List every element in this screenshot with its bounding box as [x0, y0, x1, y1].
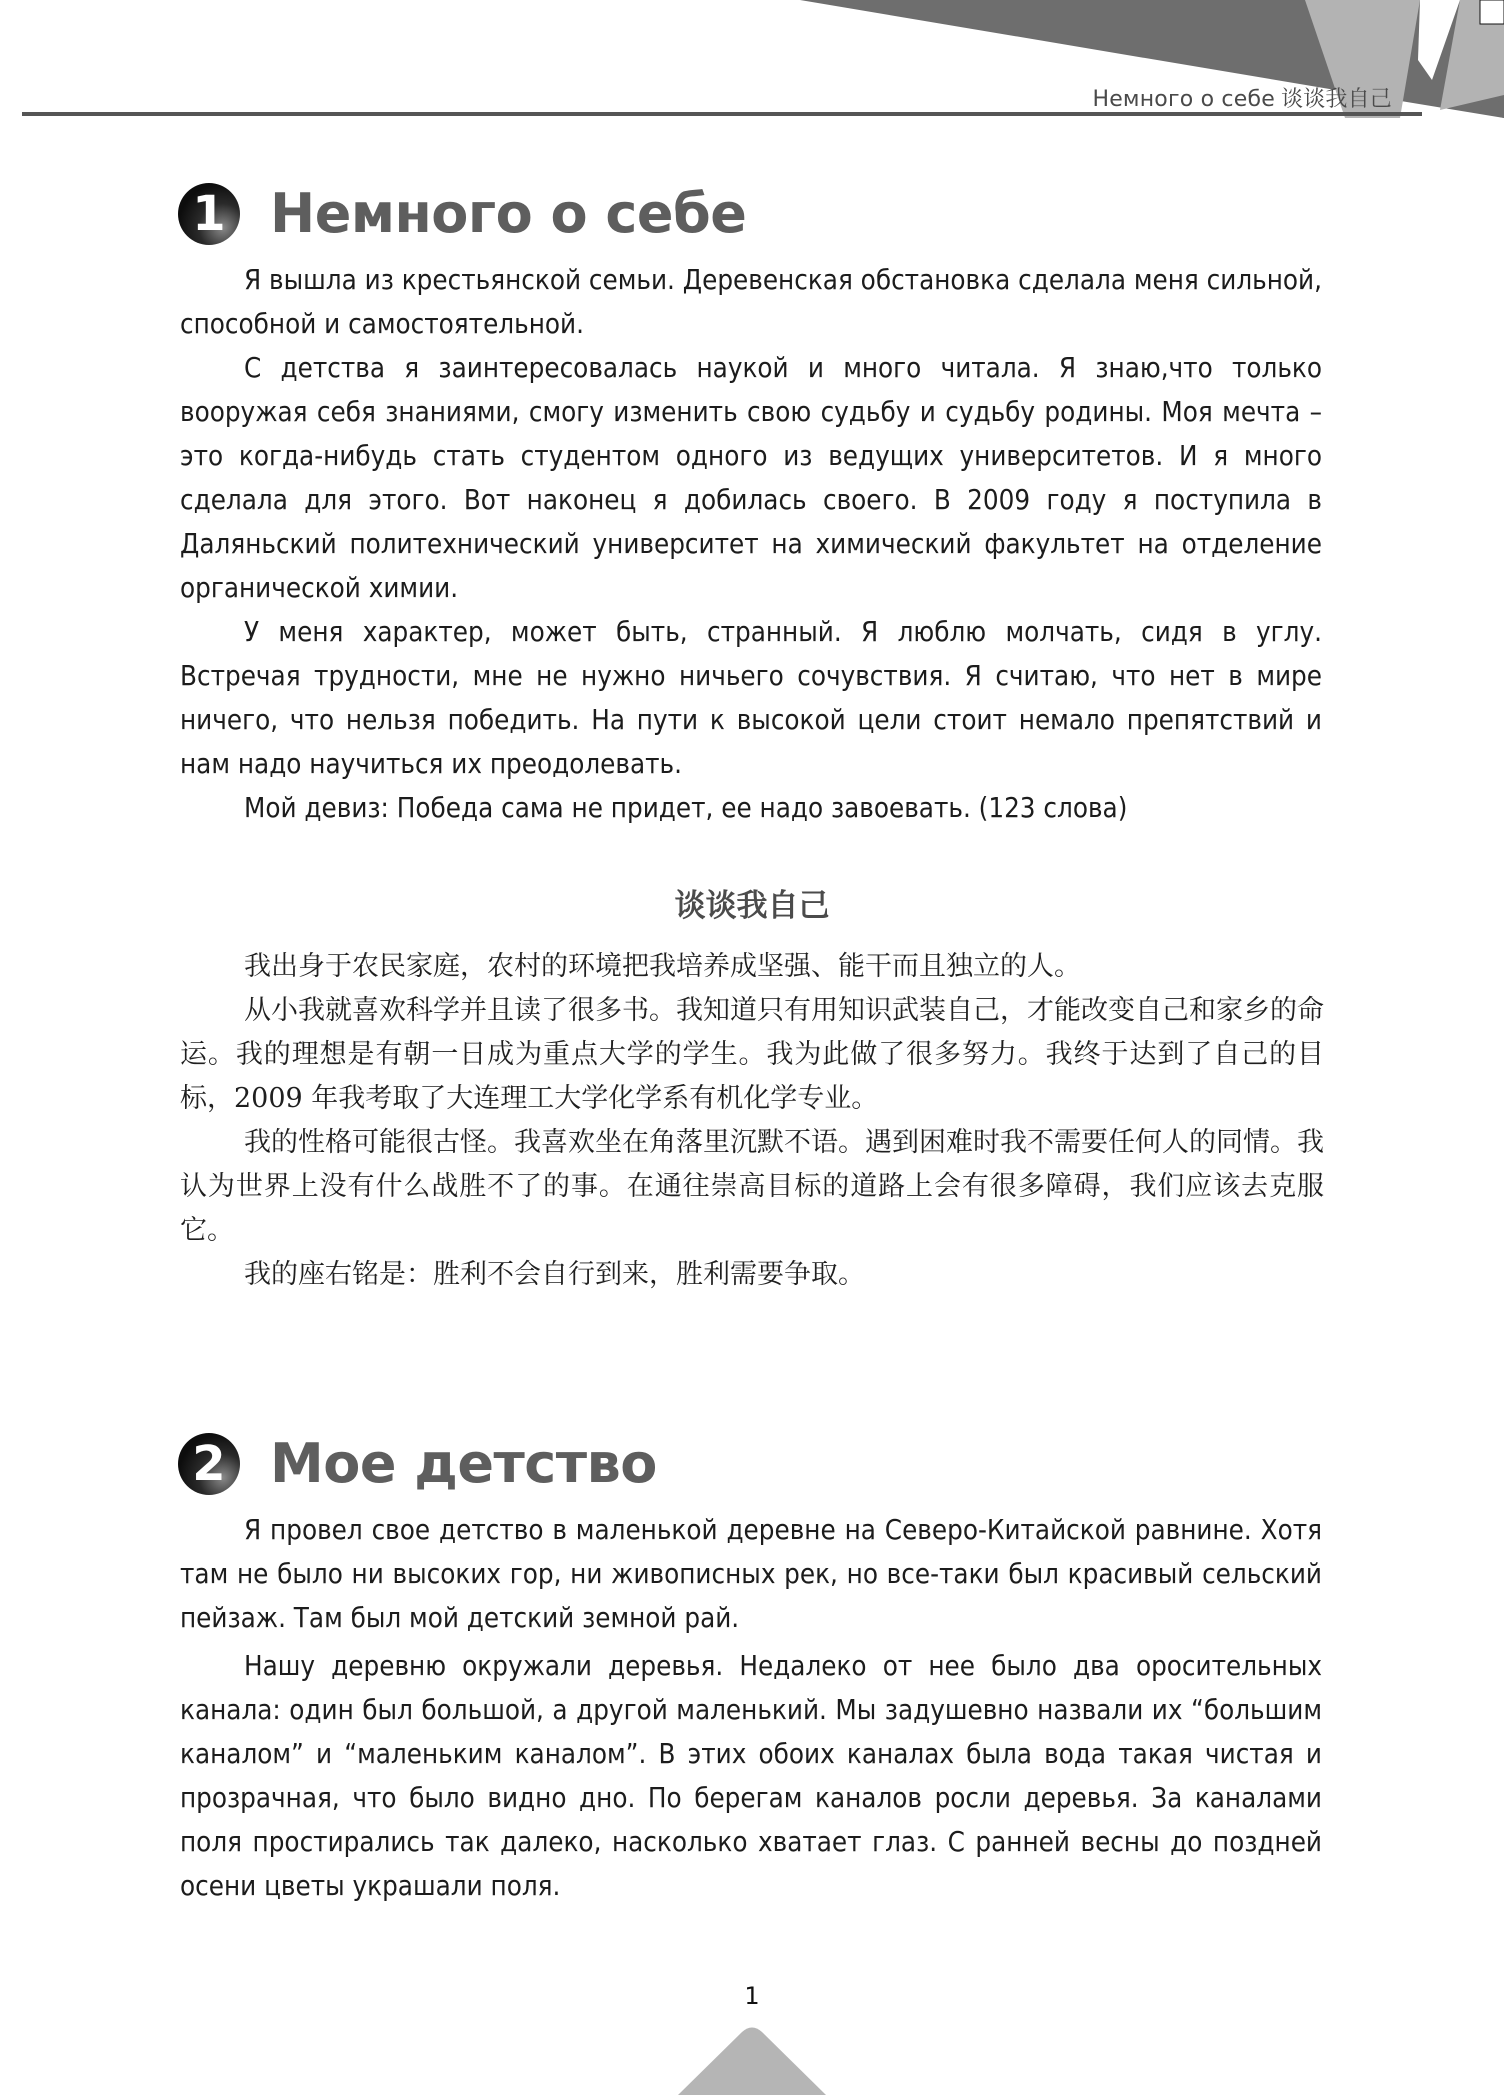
translation-title: 谈谈我自己 [674, 888, 830, 924]
header-decoration [0, 0, 1504, 140]
section-number-badge: 1 [178, 183, 240, 245]
header-corner-box [1480, 0, 1504, 24]
section-1-chinese-text [180, 945, 1324, 1297]
section-1-russian-text [180, 258, 1322, 830]
paragraph: У меня характер, может быть, странный. Я люблю молчать, сидя в углу. Встречая трудности, мне не нужно ничьего сочувствия. Я считаю, что нет в мире ничего, что нельзя победить. На пути к высокой цели стоит немало препятствий и нам надо научиться их преодолевать. [180, 616, 1322, 780]
paragraph: 我出身于农民家庭，农村的环境把我培养成坚强、能干而且独立的人。 [244, 951, 1081, 982]
running-header [1092, 82, 1392, 113]
section-2-russian-text [180, 1508, 1322, 1908]
section-2-heading [178, 1432, 657, 1495]
section-number-badge: 2 [178, 1433, 240, 1495]
paragraph: 我的座右铭是：胜利不会自行到来，胜利需要争取。 [244, 1259, 865, 1290]
running-header-cn: 谈谈我自己 [1280, 87, 1392, 112]
paragraph: Я провел свое детство в маленькой деревне на Северо-Китайской равнине. Хотя там не было ни высоких гор, ни живописных рек, но все-таки был красивый сельский пейзаж. Там был мой детский земной рай. [180, 1514, 1322, 1634]
running-header-ru: Немного о себе [1092, 87, 1275, 112]
paragraph: Нашу деревню окружали деревья. Недалеко от нее было два оросительных канала: один был большой, а другой маленький. Мы задушевно назвали их “большим каналом” и “маленьким каналом”. В этих обоих каналах была вода такая чистая и прозрачная, что было видно дно. По берегам каналов росли деревья. За каналами поля простирались так далеко, насколько хватает глаз. С ранней весны до поздней осени цветы украшали поля. [180, 1650, 1322, 1902]
section-title: Немного о себе [270, 182, 747, 245]
paragraph: 我的性格可能很古怪。我喜欢坐在角落里沉默不语。遇到困难时我不需要任何人的同情。我认为世界上没有什么战胜不了的事。在通往崇高目标的道路上会有很多障碍，我们应该去克服它。 [180, 1127, 1324, 1246]
paragraph: С детства я заинтересовалась наукой и много читала. Я знаю,что только вооружая себя знаниями, смогу изменить свою судьбу и судьбу родины. Моя мечта – это когда-нибудь стать студентом одного из ведущих университетов. И я много сделала для этого. Вот наконец я добилась своего. В 2009 году я поступила в Даляньский политехнический университет на химический факультет на отделение органической химии. [180, 352, 1322, 604]
paragraph: 从小我就喜欢科学并且读了很多书。我知道只有用知识武装自己，才能改变自己和家乡的命运。我的理想是有朝一日成为重点大学的学生。我为此做了很多努力。我终于达到了自己的目标，2009 年我考取了大连理工大学化学系有机化学专业。 [180, 995, 1324, 1114]
section-title: Мое детство [270, 1432, 657, 1495]
section-1-heading [178, 182, 746, 245]
footer-triangle-decoration [678, 2026, 826, 2095]
header-rule [22, 112, 1422, 116]
paragraph: Я вышла из крестьянской семьи. Деревенская обстановка сделала меня сильной, способной и самостоятельной. [180, 264, 1322, 340]
paragraph: Мой девиз: Победа сама не придет, ее надо завоевать. (123 слова) [244, 792, 1128, 824]
page-number: 1 [744, 1982, 760, 2010]
